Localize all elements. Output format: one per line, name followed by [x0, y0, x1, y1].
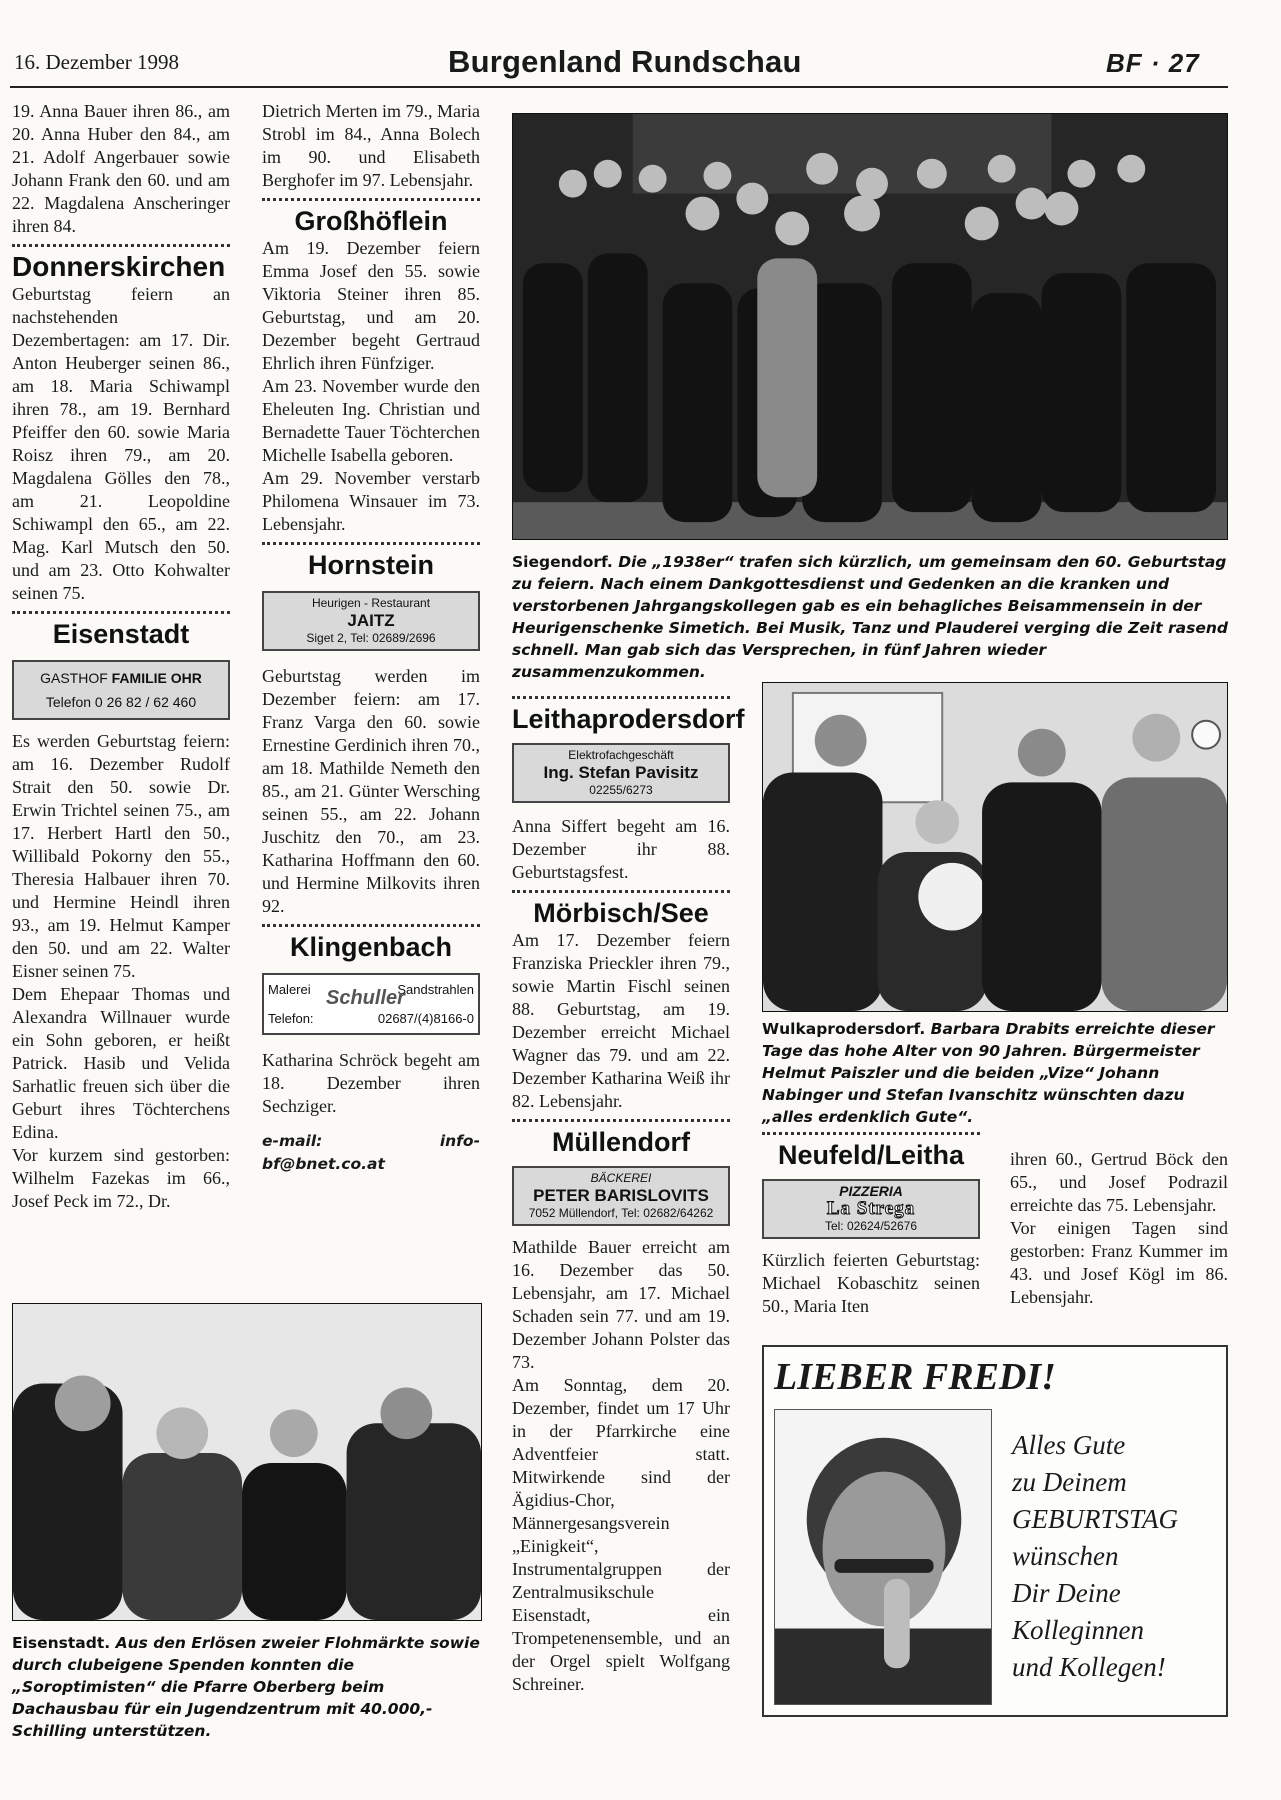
- ad-ohr-phone: Telefon 0 26 82 / 62 460: [45, 694, 197, 710]
- ad-schuller-logo: Schuller: [326, 987, 405, 1009]
- contact-email[interactable]: e-mail: info-bf@bnet.co.at: [262, 1132, 480, 1173]
- divider: [12, 611, 230, 614]
- caption-wulkaprodersdorf: [762, 1018, 1228, 1128]
- ad-gasthof-ohr: [12, 660, 230, 720]
- header-rule: [10, 86, 1228, 88]
- caption-wulkaprodersdorf-text: Barbara Drabits erreichte dieser Tage das hohe Alter von 90 Jahren. Bürgermeister Helmut Paiszler und die beiden „Vize“ Johann Nabinger und Stefan Ivanschitz wünschten dazu „alles erdenklich Gute“.: [762, 1020, 1215, 1126]
- ad-schuller-phone: 02687/(4)8166-0: [377, 1011, 474, 1026]
- photo-siegendorf-group: [512, 113, 1228, 540]
- column-2: [262, 100, 480, 1176]
- grosshoeflein-text-3: Am 29. November verstarb Philomena Winsauer im 73. Lebensjahr.: [262, 468, 480, 534]
- greeting-line-7: und Kollegen!: [1012, 1652, 1166, 1682]
- ad-strega-name: La Strega: [826, 1198, 916, 1219]
- portrait-fredi: [774, 1409, 992, 1705]
- heading-moerbisch: Mörbisch/See: [533, 898, 709, 928]
- page-label: BF · 27: [1106, 48, 1200, 78]
- divider: [512, 1119, 730, 1122]
- leithaprodersdorf-text: Anna Siffert begeht am 16. Dezember ihr 88. Geburtstagsfest.: [512, 816, 730, 882]
- caption-eisenstadt-place: Eisenstadt.: [12, 1634, 111, 1652]
- heading-muellendorf: Müllendorf: [552, 1127, 690, 1157]
- soroptimist-photo-illustration: [13, 1304, 481, 1620]
- ad-jaitz-type: Heurigen - Restaurant: [311, 596, 431, 610]
- caption-siegendorf-text: Die „1938er“ trafen sich kürzlich, um gemeinsam den 60. Geburtstag zu feiern. Nach einem Dankgottesdienst und Gedenken an die kranken und verstorbenen Jahrgangskollegen gab es ein behagliches Beisammensein in der Heurigenschenke Simetich. Bei Musik, Tanz und Plauderei verging die Zeit rasend schnell. Man gab sich das Versprechen, in fünf Jahren wieder zusammenzukommen.: [512, 553, 1228, 681]
- neufeld-text: Kürzlich feierten Geburtstag: Michael Kobaschitz seinen 50., Maria Iten: [762, 1250, 980, 1316]
- ad-pavisitz-type: Elektrofachgeschäft: [568, 748, 674, 762]
- ad-pizzeria-la-strega: [762, 1179, 980, 1239]
- greeting-box-fredi: [762, 1345, 1228, 1717]
- klingenbach-text: Katharina Schröck begeht am 18. Dezember ihren Sechziger.: [262, 1050, 480, 1116]
- heading-grosshoeflein: Großhöflein: [294, 206, 448, 236]
- ad-schuller-phone-label: Telefon:: [268, 1011, 314, 1026]
- hornstein-text: Geburtstag werden im Dezember feiern: am 17. Franz Varga den 60. sowie Ernestine Gerdinich ihren 70., am 18. Mathilde Nemeth den 85., am 21. Günter Wersching seinen 55., am 22. Johann Juschitz den 70., am 23. Katharina Hoffmann den 60. und Hermine Milkovits ihren 92.: [262, 666, 480, 916]
- birthday-photo-illustration: [763, 683, 1227, 1011]
- greeting-line-1: Alles Gute: [1012, 1430, 1126, 1460]
- photo-wulkaprodersdorf: [762, 682, 1228, 1012]
- caption-eisenstadt: [12, 1632, 482, 1742]
- ad-barislovits-name: PETER BARISLOVITS: [533, 1186, 709, 1205]
- ad-jaitz-name: JAITZ: [347, 611, 395, 630]
- ad-strega-type: PIZZERIA: [839, 1183, 903, 1199]
- ad-barislovits-type: BÄCKEREI: [590, 1171, 652, 1185]
- grosshoeflein-text-2: Am 23. November wurde den Eheleuten Ing. Christian und Bernadette Tauer Töchterchen Michelle Isabella geboren.: [262, 376, 480, 465]
- portrait-illustration: [775, 1410, 991, 1704]
- heading-leithaprodersdorf: Leithaprodersdorf: [512, 704, 745, 734]
- newspaper-title: Burgenland Rundschau: [448, 44, 802, 79]
- caption-siegendorf: [512, 551, 1228, 683]
- column-3: [512, 690, 745, 1696]
- heading-hornstein: Hornstein: [307, 550, 434, 580]
- heading-donnerskirchen: Donnerskirchen: [12, 251, 226, 282]
- ad-baeckerei-barislovits: [512, 1166, 730, 1226]
- col2-intro: Dietrich Merten im 79., Maria Strobl im 84., Anna Bolech im 90. und Elisabeth Berghofer im 97. Lebensjahr.: [262, 101, 480, 190]
- caption-eisenstadt-text: Aus den Erlösen zweier Flohmärkte sowie durch clubeigene Spenden konnten die „Soroptimisten“ die Pfarre Oberberg beim Dachausbau für ein Jugendzentrum mit 40.000,- Schilling unterstützen.: [12, 1634, 480, 1740]
- muellendorf-text-2: Am Sonntag, dem 20. Dezember, findet um 17 Uhr in der Pfarrkirche eine Adventfeier statt. Mitwirkende sind der Ägidius-Chor, Männergesangsverein „Einigkeit“, Instrumentalgruppen der Zentralmusikschule Eisenstadt, ein Trompetenensemble, und an der Orgel spielt Wolfgang Schreiner.: [512, 1375, 730, 1694]
- eisenstadt-text: Es werden Geburtstag feiern: am 16. Dezember Rudolf Strait den 50. sowie Dr. Erwin Trichtel seinen 75., am 17. Herbert Hartl den 50., Willibald Pokorny den 55., Theresia Halbauer ihren 70. und Hermine Heindl ihren 93., am 19. Helmut Kamper den 50. und am 22. Walter Eisner seinen 75.: [12, 731, 230, 981]
- greeting-line-4: wünschen: [1012, 1541, 1119, 1571]
- photo-eisenstadt-soroptimisten: [12, 1303, 482, 1621]
- heading-neufeld: Neufeld/Leitha: [777, 1140, 965, 1170]
- ad-heurigen-jaitz: [262, 591, 480, 651]
- heading-klingenbach: Klingenbach: [289, 932, 452, 962]
- ad-strega-phone: Tel: 02624/52676: [824, 1219, 918, 1233]
- neufeld-deaths: Vor einigen Tagen sind gestorben: Franz Kummer im 43. und Josef Kögl im 86. Lebensjahr.: [1010, 1218, 1228, 1307]
- ad-schuller-right: Sandstrahlen: [397, 982, 474, 997]
- column-5: [1010, 1148, 1228, 1309]
- eisenstadt-text-3: Vor kurzem sind gestorben: Wilhelm Fazekas im 66., Josef Peck im 72., Dr.: [12, 1145, 230, 1211]
- heading-eisenstadt: Eisenstadt: [52, 619, 190, 649]
- ad-pavisitz-phone: 02255/6273: [589, 783, 653, 797]
- col1-intro: 19. Anna Bauer ihren 86., am 20. Anna Huber den 84., am 21. Adolf Angerbauer sowie Johann Frank den 60. und am 22. Magdalena Anscheringer ihren 84.: [12, 101, 230, 236]
- eisenstadt-text-2: Dem Ehepaar Thomas und Alexandra Willnauer wurde ein Sohn geboren, er heißt Patrick. Hasib und Velida Sarhatlic freuen sich über die Geburt ihres Töchterchens Edina.: [12, 984, 230, 1142]
- ad-ohr-gasthof: GASTHOF: [40, 670, 108, 686]
- ad-schuller-left: Malerei: [268, 982, 311, 997]
- moerbisch-text: Am 17. Dezember feiern Franziska Prieckler ihren 79., sowie Martin Fischl seinen 88. Geburtstag, am 19. Dezember erreicht Michael Wagner das 79. und am 22. Dezember Katharina Weiß ihr 82. Lebensjahr.: [512, 930, 730, 1111]
- divider: [512, 696, 730, 699]
- greeting-line-3: GEBURTSTAG: [1012, 1504, 1178, 1534]
- caption-wulkaprodersdorf-place: Wulkaprodersdorf.: [762, 1020, 926, 1038]
- greeting-line-5: Dir Deine: [1012, 1578, 1121, 1608]
- divider: [762, 1132, 980, 1135]
- greeting-line-2: zu Deinem: [1012, 1467, 1127, 1497]
- ad-pavisitz-name: Ing. Stefan Pavisitz: [543, 763, 699, 782]
- ad-jaitz-address: Siget 2, Tel: 02689/2696: [306, 631, 436, 645]
- muellendorf-text-1: Mathilde Bauer erreicht am 16. Dezember das 50. Lebensjahr, am 17. Michael Schaden sein 77. und am 19. Dezember Johann Polster das 73.: [512, 1237, 730, 1372]
- divider: [262, 542, 480, 545]
- divider: [12, 244, 230, 247]
- divider: [262, 198, 480, 201]
- group-photo-illustration: [513, 114, 1227, 539]
- divider: [512, 890, 730, 893]
- donnerskirchen-text: Geburtstag feiern an nachstehenden Dezembertagen: am 17. Dir. Anton Heuberger seinen 86., am 18. Maria Schiwampl ihren 78., am 19. Bernhard Pfeiffer den 60. sowie Maria Roisz ihren 79., am 20. Magdalena Gölles den 78., am 21. Leopoldine Schiwampl den 65., am 22. Mag. Karl Mutsch den 50. und am 23. Otto Kohwalter seinen 75.: [12, 284, 230, 603]
- column-1: [12, 100, 230, 1213]
- issue-date: 16. Dezember 1998: [14, 50, 180, 74]
- ad-barislovits-address: 7052 Müllendorf, Tel: 02682/64262: [528, 1206, 714, 1220]
- divider: [262, 924, 480, 927]
- ad-ohr-name: FAMILIE OHR: [111, 670, 202, 686]
- grosshoeflein-text-1: Am 19. Dezember feiern Emma Josef den 55. sowie Viktoria Steiner ihren 85. Geburtstag, und am 20. Dezember begeht Gertraud Ehrlich ihren Fünfziger.: [262, 238, 480, 373]
- greeting-title: LIEBER FREDI!: [774, 1356, 1056, 1398]
- caption-siegendorf-place: Siegendorf.: [512, 553, 613, 571]
- column-4: [762, 1126, 980, 1318]
- neufeld-text-cont: ihren 60., Gertrud Böck den 65., und Josef Podrazil erreichte das 75. Lebensjahr.: [1010, 1149, 1228, 1215]
- ad-malerei-schuller: [262, 973, 480, 1035]
- greeting-message: [1012, 1427, 1222, 1686]
- greeting-line-6: Kolleginnen: [1012, 1615, 1144, 1645]
- ad-elektro-pavisitz: [512, 743, 730, 803]
